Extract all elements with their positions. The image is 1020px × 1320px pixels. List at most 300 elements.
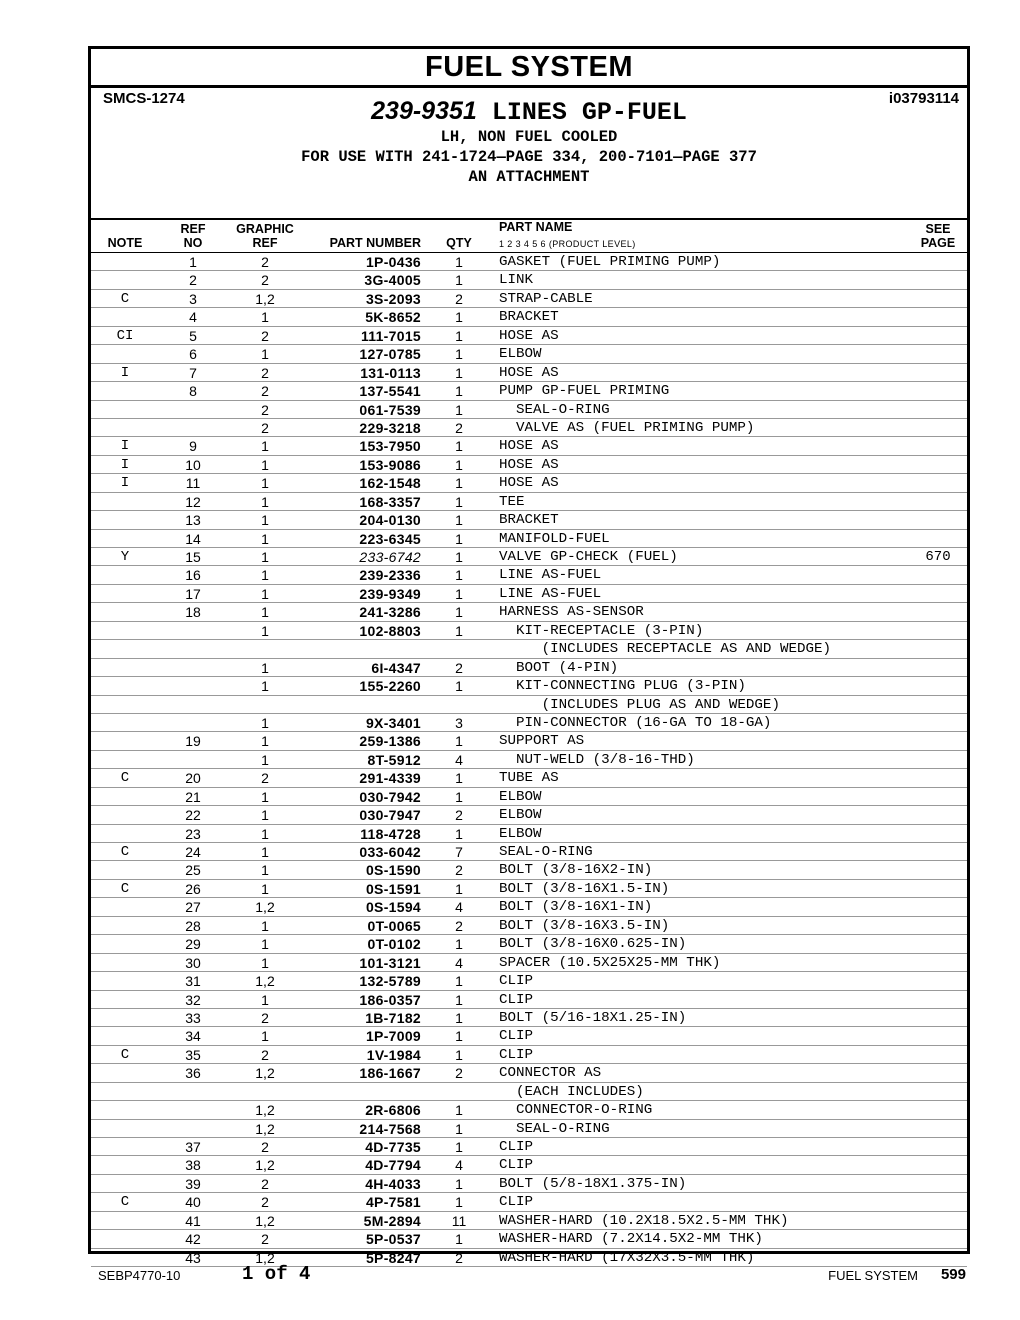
row-part-name: CLIP <box>499 1139 534 1155</box>
row-ref-no: 7 <box>189 364 197 381</box>
row-part-number: 233-6742 <box>359 549 421 565</box>
row-ref-no: 16 <box>185 567 201 584</box>
row-part-number: 0S-1590 <box>365 862 421 879</box>
table-row <box>91 290 967 308</box>
row-part-name: ELBOW <box>499 788 542 805</box>
row-part-name: SUPPORT AS <box>499 733 585 750</box>
row-graphic-ref: 1,2 <box>255 973 275 990</box>
row-qty: 4 <box>455 751 463 768</box>
table-row <box>91 696 967 714</box>
row-part-name: BOLT (3/8-16X3.5-IN) <box>499 917 670 934</box>
row-qty: 1 <box>455 1231 463 1248</box>
col-ref-top: REF <box>180 222 206 236</box>
table-row <box>91 622 967 640</box>
col-note: NOTE <box>107 236 143 250</box>
table-row <box>91 603 967 621</box>
col-product-levels: 1 2 3 4 5 6 (PRODUCT LEVEL) <box>499 239 636 249</box>
row-graphic-ref: 1,2 <box>255 1065 275 1082</box>
row-qty: 11 <box>451 1212 467 1229</box>
page-of-indicator: 1 of 4 <box>242 1263 311 1285</box>
row-part-number: 241-3286 <box>359 604 421 621</box>
row-qty: 1 <box>455 825 463 842</box>
row-qty: 1 <box>455 346 463 363</box>
table-row <box>91 1230 967 1248</box>
col-graphic-bottom: REF <box>252 236 278 250</box>
table-row <box>91 880 967 898</box>
row-note: C <box>120 1194 130 1211</box>
row-qty: 1 <box>455 991 463 1008</box>
row-graphic-ref: 1 <box>261 880 269 897</box>
row-part-name: LINK <box>499 272 534 289</box>
row-part-name: CLIP <box>499 1046 534 1063</box>
row-part-number: 8T-5912 <box>367 751 421 768</box>
row-qty: 2 <box>455 917 463 934</box>
row-qty: 2 <box>455 862 463 879</box>
row-part-name: NUT-WELD (3/8-16-THD) <box>499 751 695 768</box>
row-part-number: 239-2336 <box>359 567 421 584</box>
table-row <box>91 511 967 529</box>
table-row <box>91 493 967 511</box>
row-part-name: WASHER-HARD (17X32X3.5-MM THK) <box>499 1249 755 1266</box>
col-ref-bottom: NO <box>183 236 203 250</box>
row-ref-no: 21 <box>185 788 201 805</box>
row-part-name: HOSE AS <box>499 456 559 473</box>
row-part-number: 4P-7581 <box>365 1194 421 1211</box>
table-row <box>91 1212 967 1230</box>
row-graphic-ref: 2 <box>261 1139 269 1155</box>
row-part-number: 0T-0102 <box>367 936 421 953</box>
row-qty: 1 <box>455 327 463 344</box>
row-part-name: HOSE AS <box>499 327 559 344</box>
table-row <box>91 788 967 806</box>
table-row <box>91 677 967 695</box>
row-graphic-ref: 2 <box>261 383 269 400</box>
row-qty: 1 <box>455 585 463 602</box>
table-row <box>91 898 967 916</box>
row-note: I <box>120 364 130 381</box>
row-ref-no: 38 <box>185 1157 201 1174</box>
row-ref-no: 29 <box>185 936 201 953</box>
row-part-number: 101-3121 <box>359 954 421 971</box>
group-attachment-line: AN ATTACHMENT <box>468 168 590 186</box>
row-part-number: 162-1548 <box>359 475 421 492</box>
row-note: I <box>120 456 130 473</box>
row-part-number: 132-5789 <box>359 973 421 990</box>
smcs-code: SMCS-1274 <box>103 90 185 107</box>
row-qty: 1 <box>455 438 463 455</box>
row-graphic-ref: 1 <box>261 659 269 676</box>
row-part-number: 186-1667 <box>359 1065 421 1082</box>
row-part-name: SEAL-O-RING <box>499 1120 610 1137</box>
row-ref-no: 27 <box>185 899 201 916</box>
row-ref-no: 32 <box>185 991 201 1008</box>
row-qty: 4 <box>455 1157 463 1174</box>
row-part-name: MANIFOLD-FUEL <box>499 530 610 547</box>
row-graphic-ref: 1 <box>261 991 269 1008</box>
row-part-name: BRACKET <box>499 309 559 326</box>
row-part-name: BOLT (3/8-16X0.625-IN) <box>499 936 687 953</box>
table-row <box>91 991 967 1009</box>
row-qty: 1 <box>455 1046 463 1063</box>
row-ref-no: 40 <box>185 1194 201 1211</box>
row-part-name: TUBE AS <box>499 770 559 787</box>
row-part-name: BOLT (5/16-18X1.25-IN) <box>499 1009 687 1026</box>
row-part-number: 137-5541 <box>359 383 421 400</box>
row-part-number: 131-0113 <box>360 364 421 381</box>
group-header <box>91 88 967 220</box>
row-part-number: 033-6042 <box>359 844 421 860</box>
row-part-number: 9X-3401 <box>365 714 421 731</box>
row-qty: 2 <box>455 1065 463 1082</box>
row-part-number: 204-0130 <box>359 512 421 529</box>
row-part-number: 1B-7182 <box>365 1009 421 1026</box>
row-part-name: (INCLUDES PLUG AS AND WEDGE) <box>499 696 780 713</box>
table-row <box>91 401 967 419</box>
row-graphic-ref: 1 <box>261 549 269 565</box>
row-qty: 2 <box>455 419 463 436</box>
row-graphic-ref: 1,2 <box>255 899 275 916</box>
row-part-name: BOLT (3/8-16X1-IN) <box>499 899 653 916</box>
row-graphic-ref: 2 <box>261 1231 269 1248</box>
row-ref-no: 12 <box>185 493 201 510</box>
table-row <box>91 308 967 326</box>
row-graphic-ref: 1 <box>261 438 269 455</box>
row-part-name: WASHER-HARD (7.2X14.5X2-MM THK) <box>499 1231 763 1248</box>
row-qty: 4 <box>455 899 463 916</box>
row-ref-no: 10 <box>185 456 201 473</box>
table-row <box>91 861 967 879</box>
row-ref-no: 17 <box>185 585 201 602</box>
table-row <box>91 474 967 492</box>
row-qty: 2 <box>455 659 463 676</box>
row-note: C <box>120 880 130 897</box>
row-part-name: PUMP GP-FUEL PRIMING <box>499 383 670 400</box>
row-part-number: 061-7539 <box>359 401 421 418</box>
row-ref-no: 36 <box>185 1065 201 1082</box>
row-part-name: STRAP-CABLE <box>499 290 593 307</box>
table-row <box>91 1193 967 1211</box>
row-graphic-ref: 2 <box>261 1194 269 1211</box>
table-row <box>91 1120 967 1138</box>
row-qty: 1 <box>455 733 463 750</box>
row-part-number: 186-0357 <box>359 991 421 1008</box>
row-qty: 1 <box>455 309 463 326</box>
row-part-name: BOLT (3/8-16X1.5-IN) <box>499 880 670 897</box>
row-note: I <box>120 475 130 492</box>
row-part-number: 5P-0537 <box>365 1231 421 1248</box>
row-ref-no: 6 <box>189 346 197 363</box>
col-see-top: SEE <box>925 222 951 236</box>
row-graphic-ref: 1 <box>261 512 269 529</box>
row-qty: 1 <box>455 567 463 584</box>
row-graphic-ref: 1 <box>261 917 269 934</box>
row-ref-no: 24 <box>185 844 201 860</box>
row-qty: 1 <box>455 254 463 270</box>
col-graphic-top: GRAPHIC <box>236 222 294 236</box>
row-graphic-ref: 1,2 <box>255 1102 275 1119</box>
row-part-name: ELBOW <box>499 807 542 824</box>
row-qty: 1 <box>455 604 463 621</box>
group-part-number: 239-9351 <box>371 97 477 125</box>
row-part-name: HOSE AS <box>499 364 559 381</box>
row-graphic-ref: 1 <box>261 309 269 326</box>
row-graphic-ref: 1 <box>261 733 269 750</box>
row-part-number: 6I-4347 <box>371 659 421 676</box>
section-title: FUEL SYSTEM <box>91 49 967 88</box>
row-graphic-ref: 1 <box>261 714 269 731</box>
row-ref-no: 3 <box>189 290 197 307</box>
row-ref-no: 1 <box>189 254 197 270</box>
row-part-number: 111-7015 <box>360 327 421 344</box>
row-part-name: KIT-CONNECTING PLUG (3-PIN) <box>499 678 746 695</box>
table-row <box>91 806 967 824</box>
row-graphic-ref: 2 <box>261 364 269 381</box>
row-graphic-ref: 1 <box>261 788 269 805</box>
row-part-name: LINE AS-FUEL <box>499 567 602 584</box>
col-qty: QTY <box>446 236 472 250</box>
row-graphic-ref: 1,2 <box>255 290 275 307</box>
row-graphic-ref: 1 <box>261 862 269 879</box>
group-name: LINES GP-FUEL <box>491 98 687 127</box>
table-row <box>91 1138 967 1156</box>
row-graphic-ref: 2 <box>261 1046 269 1063</box>
row-part-number: 1V-1984 <box>366 1046 421 1063</box>
row-graphic-ref: 1 <box>261 844 269 860</box>
row-part-number: 259-1386 <box>359 733 421 750</box>
row-part-number: 030-7942 <box>359 788 421 805</box>
row-graphic-ref: 2 <box>261 272 269 289</box>
table-row <box>91 1046 967 1064</box>
row-part-number: 0S-1594 <box>365 899 421 916</box>
row-qty: 1 <box>455 512 463 529</box>
row-graphic-ref: 2 <box>261 770 269 787</box>
col-see-page <box>901 222 975 250</box>
col-graphic-ref <box>229 222 301 250</box>
row-graphic-ref: 1 <box>261 678 269 695</box>
row-part-number: 3S-2093 <box>365 290 421 307</box>
row-note: C <box>120 1046 130 1063</box>
row-part-name: BOLT (5/8-18X1.375-IN) <box>499 1175 687 1192</box>
row-part-name: VALVE AS (FUEL PRIMING PUMP) <box>499 419 755 436</box>
row-graphic-ref: 2 <box>261 1175 269 1192</box>
table-row <box>91 364 967 382</box>
row-part-name: CLIP <box>499 1157 534 1174</box>
table-row <box>91 1175 967 1193</box>
row-qty: 1 <box>455 973 463 990</box>
table-row <box>91 751 967 769</box>
row-qty: 1 <box>455 770 463 787</box>
col-part-name: PART NAME <box>499 220 573 234</box>
table-row <box>91 271 967 289</box>
row-qty: 1 <box>455 272 463 289</box>
row-graphic-ref: 1,2 <box>255 1249 275 1266</box>
row-ref-no: 31 <box>185 973 201 990</box>
row-part-number: 030-7947 <box>359 807 421 824</box>
col-ref-no <box>157 222 229 250</box>
row-qty: 1 <box>455 401 463 418</box>
group-title <box>91 96 967 128</box>
table-row <box>91 456 967 474</box>
row-part-name: CLIP <box>499 1028 534 1045</box>
row-graphic-ref: 2 <box>261 254 269 270</box>
row-part-name: LINE AS-FUEL <box>499 585 602 602</box>
row-part-name: CLIP <box>499 973 534 990</box>
parts-page-frame <box>88 46 970 1266</box>
row-part-name: GASKET (FUEL PRIMING PUMP) <box>499 254 721 270</box>
table-row <box>91 1156 967 1174</box>
group-description-line: LH, NON FUEL COOLED <box>440 128 618 146</box>
table-row <box>91 825 967 843</box>
row-part-number: 5M-2894 <box>363 1212 421 1229</box>
row-part-name: KIT-RECEPTACLE (3-PIN) <box>499 622 704 639</box>
col-part-number: PART NUMBER <box>329 236 421 250</box>
row-note: I <box>120 438 130 455</box>
row-part-number: 1P-7009 <box>365 1028 421 1045</box>
table-row <box>91 327 967 345</box>
row-graphic-ref: 2 <box>261 401 269 418</box>
row-qty: 1 <box>455 788 463 805</box>
row-part-number: 153-9086 <box>359 456 421 473</box>
row-ref-no: 19 <box>185 733 201 750</box>
row-qty: 4 <box>455 954 463 971</box>
row-part-number: 127-0785 <box>359 346 421 363</box>
row-part-number: 153-7950 <box>359 438 421 455</box>
row-graphic-ref: 1 <box>261 567 269 584</box>
row-part-number: 3G-4005 <box>364 272 421 289</box>
table-row <box>91 530 967 548</box>
row-part-name: CONNECTOR AS <box>499 1065 602 1082</box>
table-row <box>91 253 967 271</box>
col-see-bottom: PAGE <box>920 236 956 250</box>
row-ref-no: 14 <box>185 530 201 547</box>
row-graphic-ref: 1 <box>261 604 269 621</box>
table-row <box>91 566 967 584</box>
row-part-name: WASHER-HARD (10.2X18.5X2.5-MM THK) <box>499 1212 789 1229</box>
row-part-name: ELBOW <box>499 825 542 842</box>
row-part-name: HOSE AS <box>499 438 559 455</box>
row-qty: 1 <box>455 678 463 695</box>
row-part-name: PIN-CONNECTOR (16-GA TO 18-GA) <box>499 714 772 731</box>
row-part-name: BRACKET <box>499 512 559 529</box>
row-part-name: HARNESS AS-SENSOR <box>499 604 644 621</box>
row-ref-no: 28 <box>185 917 201 934</box>
row-graphic-ref: 1,2 <box>255 1212 275 1229</box>
table-row <box>91 345 967 363</box>
row-part-number: 4D-7735 <box>365 1139 421 1155</box>
table-row <box>91 769 967 787</box>
row-ref-no: 13 <box>185 512 201 529</box>
table-row <box>91 419 967 437</box>
illustration-id: i03793114 <box>888 90 959 107</box>
row-part-number: 102-8803 <box>359 622 421 639</box>
row-qty: 1 <box>455 1194 463 1211</box>
column-header-row <box>91 220 967 253</box>
row-qty: 1 <box>455 1102 463 1119</box>
row-graphic-ref: 1 <box>261 475 269 492</box>
row-graphic-ref: 2 <box>261 1009 269 1026</box>
table-row <box>91 714 967 732</box>
row-ref-no: 5 <box>189 327 197 344</box>
row-graphic-ref: 1 <box>261 1028 269 1045</box>
row-ref-no: 34 <box>185 1028 201 1045</box>
row-part-name: TEE <box>499 493 525 510</box>
row-part-number: 5K-8652 <box>365 309 421 326</box>
table-row <box>91 732 967 750</box>
row-qty: 1 <box>455 936 463 953</box>
publication-number: SEBP4770-10 <box>98 1268 181 1283</box>
row-qty: 1 <box>455 383 463 400</box>
table-row <box>91 382 967 400</box>
row-ref-no: 8 <box>189 383 197 400</box>
row-graphic-ref: 1 <box>261 456 269 473</box>
footer-section-name: FUEL SYSTEM <box>828 1268 918 1283</box>
row-graphic-ref: 2 <box>261 327 269 344</box>
parts-list <box>91 253 967 1267</box>
row-graphic-ref: 1 <box>261 807 269 824</box>
row-part-name: VALVE GP-CHECK (FUEL) <box>499 549 678 565</box>
row-qty: 2 <box>455 1249 463 1266</box>
row-qty: 7 <box>455 844 463 860</box>
row-qty: 2 <box>455 290 463 307</box>
page-number: 599 <box>940 1266 966 1283</box>
page-footer <box>0 1262 1020 1292</box>
table-row <box>91 954 967 972</box>
row-ref-no: 23 <box>185 825 201 842</box>
row-part-name: SPACER (10.5X25X25-MM THK) <box>499 954 721 971</box>
row-part-number: 229-3218 <box>359 419 421 436</box>
table-row <box>91 1027 967 1045</box>
table-row <box>91 1083 967 1101</box>
row-part-name: CLIP <box>499 991 534 1008</box>
row-part-name: SEAL-O-RING <box>499 844 593 860</box>
row-ref-no: 15 <box>185 549 201 565</box>
row-qty: 3 <box>455 714 463 731</box>
row-graphic-ref: 1 <box>261 751 269 768</box>
row-part-name: (EACH INCLUDES) <box>499 1083 644 1100</box>
row-part-number: 291-4339 <box>359 770 421 787</box>
row-part-number: 168-3357 <box>359 493 421 510</box>
row-part-name: HOSE AS <box>499 475 559 492</box>
table-row <box>91 437 967 455</box>
row-ref-no: 22 <box>185 807 201 824</box>
row-ref-no: 33 <box>185 1009 201 1026</box>
table-row <box>91 1101 967 1119</box>
row-part-name: BOLT (3/8-16X2-IN) <box>499 862 653 879</box>
table-row <box>91 585 967 603</box>
row-qty: 1 <box>455 549 463 565</box>
row-graphic-ref: 1 <box>261 825 269 842</box>
row-ref-no: 37 <box>185 1139 201 1155</box>
row-qty: 1 <box>455 1175 463 1192</box>
row-qty: 1 <box>455 364 463 381</box>
row-qty: 1 <box>455 1009 463 1026</box>
table-row <box>91 640 967 658</box>
table-row <box>91 659 967 677</box>
row-part-number: 239-9349 <box>359 585 421 602</box>
row-qty: 1 <box>455 1120 463 1137</box>
row-ref-no: 41 <box>185 1212 201 1229</box>
row-ref-no: 35 <box>185 1046 201 1063</box>
table-row <box>91 1009 967 1027</box>
row-part-name: CLIP <box>499 1194 534 1211</box>
table-row <box>91 917 967 935</box>
row-ref-no: 30 <box>185 954 201 971</box>
row-ref-no: 26 <box>185 880 201 897</box>
row-qty: 1 <box>455 622 463 639</box>
row-ref-no: 18 <box>185 604 201 621</box>
row-part-number: 0T-0065 <box>367 917 421 934</box>
row-ref-no: 4 <box>189 309 197 326</box>
